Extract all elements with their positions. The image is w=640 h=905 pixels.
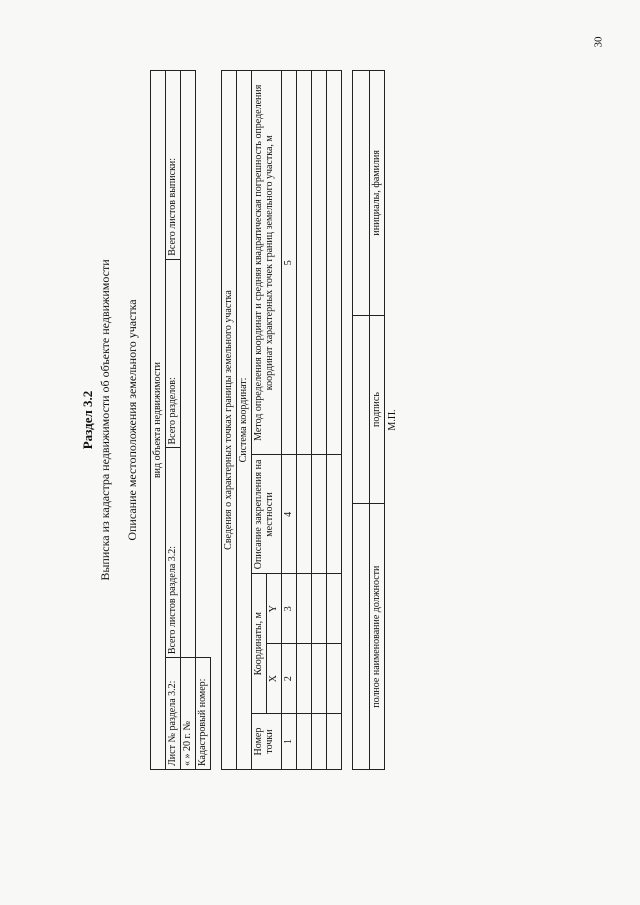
colnum-5: 5 bbox=[282, 71, 297, 455]
colnum-2: 2 bbox=[282, 644, 297, 714]
table-row bbox=[327, 71, 342, 770]
rotated-document bbox=[80, 70, 410, 770]
colnum-3: 3 bbox=[282, 574, 297, 644]
document-subtitle: Выписка из кадастра недвижимости об объекте недвижимости bbox=[98, 259, 112, 581]
page-number: 30 bbox=[592, 36, 605, 48]
date-row-spacer bbox=[181, 71, 196, 658]
cadastral-number-cell: Кадастровый номер: bbox=[196, 658, 211, 770]
col-method: Метод определения координат и средняя квадратическая погрешность определения координат характерных точек границ земельного участка, м bbox=[252, 71, 282, 455]
stamp-label: М.П. bbox=[387, 409, 398, 431]
total-sheets-section-cell: Всего листов раздела 3.2: bbox=[166, 448, 181, 658]
col-y: Y bbox=[267, 574, 282, 644]
points-heading: Сведения о характерных точках границы земельного участка bbox=[222, 71, 237, 770]
col-point-number: Номер точки bbox=[252, 714, 282, 770]
col-coordinates: Координаты, м bbox=[252, 574, 267, 714]
signature-blank bbox=[353, 315, 370, 504]
section-label: раздела 3.2: bbox=[167, 680, 178, 731]
signature-table bbox=[352, 70, 385, 770]
points-table bbox=[221, 70, 342, 770]
colnum-1: 1 bbox=[282, 714, 297, 770]
section-title: Раздел 3.2 bbox=[80, 390, 95, 450]
initials-label: инициалы, фамилия bbox=[370, 71, 385, 316]
colnum-4: 4 bbox=[282, 455, 297, 574]
sheet-label: Лист № bbox=[167, 733, 178, 766]
position-label: полное наименование должности bbox=[370, 504, 385, 770]
col-fixing: Описание закрепления на местности bbox=[252, 455, 282, 574]
titles bbox=[80, 70, 140, 770]
signature-label: подпись bbox=[370, 315, 385, 504]
date-cell: « » 20 г. № bbox=[181, 658, 196, 770]
table-row bbox=[312, 71, 327, 770]
total-sheets-extract-cell: Всего листов выписки: bbox=[166, 71, 181, 260]
document-description: Описание местоположения земельного участка bbox=[125, 299, 139, 541]
total-sections-cell: Всего разделов: bbox=[166, 259, 181, 448]
table-row bbox=[297, 71, 312, 770]
col-x: X bbox=[267, 644, 282, 714]
header-table bbox=[150, 70, 211, 770]
sheet-cell bbox=[166, 658, 181, 770]
cadastral-spacer bbox=[196, 71, 211, 658]
initials-blank bbox=[353, 71, 370, 316]
coord-system-cell: Система координат: bbox=[237, 71, 252, 770]
object-type-cell: вид объекта недвижимости bbox=[151, 71, 166, 770]
position-blank bbox=[353, 504, 370, 770]
